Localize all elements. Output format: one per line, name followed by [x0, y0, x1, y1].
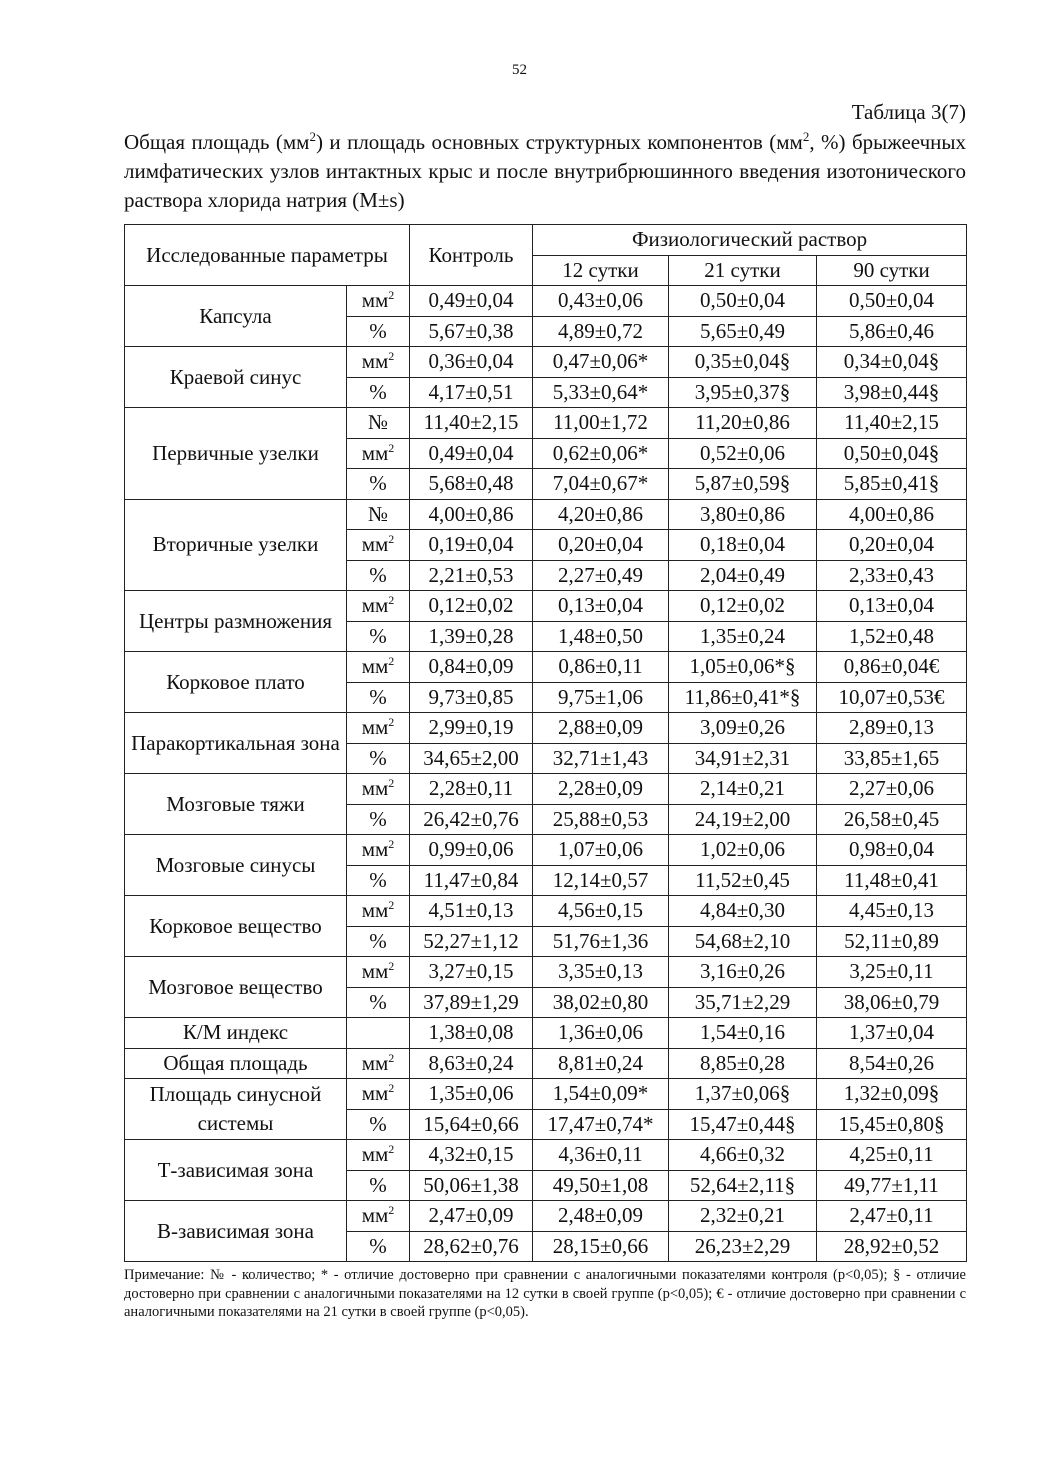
value-cell: 38,06±0,79 [817, 987, 967, 1018]
unit-label: % [369, 471, 387, 496]
table-caption: Таблица 3(7) [851, 100, 966, 124]
value-cell: 52,64±2,11§ [669, 1170, 817, 1201]
unit-label: мм [361, 593, 389, 618]
unit-label: % [369, 806, 387, 831]
value-cell: 25,88±0,53 [533, 804, 669, 835]
value-cell: 26,23±2,29 [669, 1231, 817, 1262]
value-cell: 3,35±0,13 [533, 957, 669, 988]
value-cell: 8,85±0,28 [669, 1048, 817, 1079]
unit-cell [347, 865, 410, 896]
value-cell: 0,18±0,04 [669, 530, 817, 561]
table-row [125, 1201, 967, 1232]
unit-label: мм [361, 898, 389, 923]
value-cell: 35,71±2,29 [669, 987, 817, 1018]
value-cell: 26,58±0,45 [817, 804, 967, 835]
value-cell: 3,09±0,26 [669, 713, 817, 744]
unit-cell [347, 1170, 410, 1201]
value-cell: 3,95±0,37§ [669, 377, 817, 408]
value-cell: 0,99±0,06 [410, 835, 533, 866]
unit-label: мм [361, 837, 389, 862]
value-cell: 2,33±0,43 [817, 560, 967, 591]
value-cell: 2,48±0,09 [533, 1201, 669, 1232]
unit-cell [347, 286, 410, 317]
unit-label: % [369, 623, 387, 648]
unit-label: % [369, 928, 387, 953]
value-cell: 4,89±0,72 [533, 316, 669, 347]
value-cell: 0,19±0,04 [410, 530, 533, 561]
unit-cell [347, 1140, 410, 1171]
table-note: Примечание: № - количество; * - отличие достоверно при сравнении с аналогичными показателями контроля (p<0,05); § - отличие достоверно при сравнении с аналогичными показателями на 12 сутки в своей группе (p<0,05); € - отличие достоверно при сравнении с аналогичными показателями на 21 сутки в своей группе (p<0,05). [124, 1267, 966, 1320]
value-cell: 9,73±0,85 [410, 682, 533, 713]
unit-label: % [369, 1172, 387, 1197]
unit-sup: 2 [388, 440, 395, 455]
unit-label: % [369, 745, 387, 770]
value-cell: 3,16±0,26 [669, 957, 817, 988]
value-cell: 2,14±0,21 [669, 774, 817, 805]
header-control: Контроль [410, 225, 533, 286]
value-cell: 54,68±2,10 [669, 926, 817, 957]
value-cell: 51,76±1,36 [533, 926, 669, 957]
unit-label: мм [361, 1203, 389, 1228]
unit-sup: 2 [388, 1203, 395, 1218]
param-name: Площадь синусной системы [125, 1079, 347, 1140]
value-cell: 2,47±0,09 [410, 1201, 533, 1232]
unit-sup: 2 [388, 715, 395, 730]
value-cell: 1,32±0,09§ [817, 1079, 967, 1110]
value-cell: 1,37±0,06§ [669, 1079, 817, 1110]
unit-cell [347, 987, 410, 1018]
value-cell: 11,20±0,86 [669, 408, 817, 439]
unit-label: % [369, 989, 387, 1014]
unit-sup: 2 [388, 532, 395, 547]
table-row [125, 957, 967, 988]
value-cell: 34,65±2,00 [410, 743, 533, 774]
unit-cell [347, 621, 410, 652]
unit-cell [347, 896, 410, 927]
value-cell: 2,28±0,09 [533, 774, 669, 805]
unit-cell [347, 774, 410, 805]
page-number: 52 [512, 62, 527, 78]
title-sup-1: 2 [309, 129, 316, 144]
unit-label: мм [361, 349, 389, 374]
unit-cell [347, 316, 410, 347]
unit-label: мм [361, 959, 389, 984]
value-cell: 28,92±0,52 [817, 1231, 967, 1262]
unit-label: мм [361, 532, 389, 557]
unit-sup: 2 [388, 288, 395, 303]
value-cell: 49,77±1,11 [817, 1170, 967, 1201]
value-cell: 1,37±0,04 [817, 1018, 967, 1049]
unit-label: мм [361, 288, 389, 313]
value-cell: 0,13±0,04 [817, 591, 967, 622]
value-cell: 2,32±0,21 [669, 1201, 817, 1232]
value-cell: 0,20±0,04 [533, 530, 669, 561]
value-cell: 0,36±0,04 [410, 347, 533, 378]
value-cell: 1,05±0,06*§ [669, 652, 817, 683]
unit-sup: 2 [388, 959, 395, 974]
table-row [125, 1079, 967, 1110]
param-name: Краевой синус [125, 347, 347, 408]
unit-label: № [367, 501, 389, 526]
param-name: Центры размножения [125, 591, 347, 652]
value-cell: 1,38±0,08 [410, 1018, 533, 1049]
unit-sup: 2 [388, 1050, 395, 1065]
param-name: Общая площадь [125, 1048, 347, 1079]
table-row [125, 652, 967, 683]
table-row [125, 499, 967, 530]
unit-sup: 2 [388, 654, 395, 669]
value-cell: 4,36±0,11 [533, 1140, 669, 1171]
value-cell: 0,98±0,04 [817, 835, 967, 866]
table-row [125, 713, 967, 744]
value-cell: 8,81±0,24 [533, 1048, 669, 1079]
param-name: Вторичные узелки [125, 499, 347, 591]
value-cell: 0,62±0,06* [533, 438, 669, 469]
value-cell: 2,04±0,49 [669, 560, 817, 591]
value-cell: 1,02±0,06 [669, 835, 817, 866]
value-cell: 11,40±2,15 [410, 408, 533, 439]
unit-cell [347, 713, 410, 744]
unit-label: % [369, 562, 387, 587]
value-cell: 11,86±0,41*§ [669, 682, 817, 713]
value-cell: 0,84±0,09 [410, 652, 533, 683]
value-cell: 2,47±0,11 [817, 1201, 967, 1232]
value-cell: 17,47±0,74* [533, 1109, 669, 1140]
unit-label: мм [361, 776, 389, 801]
value-cell: 5,87±0,59§ [669, 469, 817, 500]
header-day-21: 21 сутки [669, 255, 817, 286]
unit-cell [347, 469, 410, 500]
value-cell: 0,49±0,04 [410, 286, 533, 317]
value-cell: 11,52±0,45 [669, 865, 817, 896]
value-cell: 2,27±0,06 [817, 774, 967, 805]
value-cell: 50,06±1,38 [410, 1170, 533, 1201]
value-cell: 32,71±1,43 [533, 743, 669, 774]
value-cell: 8,54±0,26 [817, 1048, 967, 1079]
value-cell: 11,47±0,84 [410, 865, 533, 896]
param-name: Корковое плато [125, 652, 347, 713]
param-name: Т-зависимая зона [125, 1140, 347, 1201]
unit-label: % [369, 1233, 387, 1258]
unit-sup: 2 [388, 776, 395, 791]
unit-cell [347, 347, 410, 378]
table-title [124, 128, 966, 215]
unit-cell [347, 530, 410, 561]
value-cell: 4,17±0,51 [410, 377, 533, 408]
value-cell: 4,20±0,86 [533, 499, 669, 530]
value-cell: 12,14±0,57 [533, 865, 669, 896]
value-cell: 0,86±0,04€ [817, 652, 967, 683]
unit-label: мм [361, 715, 389, 740]
value-cell: 24,19±2,00 [669, 804, 817, 835]
data-table [124, 224, 967, 1262]
value-cell: 0,34±0,04§ [817, 347, 967, 378]
title-sup-2: 2 [802, 129, 810, 144]
unit-cell [347, 743, 410, 774]
value-cell: 4,84±0,30 [669, 896, 817, 927]
value-cell: 11,00±1,72 [533, 408, 669, 439]
value-cell: 15,45±0,80§ [817, 1109, 967, 1140]
table-row [125, 896, 967, 927]
value-cell: 2,88±0,09 [533, 713, 669, 744]
value-cell: 0,47±0,06* [533, 347, 669, 378]
value-cell: 3,25±0,11 [817, 957, 967, 988]
value-cell: 1,48±0,50 [533, 621, 669, 652]
value-cell: 52,11±0,89 [817, 926, 967, 957]
unit-label: № [367, 410, 389, 435]
value-cell: 11,48±0,41 [817, 865, 967, 896]
unit-cell [347, 408, 410, 439]
unit-cell [347, 377, 410, 408]
unit-cell [347, 1079, 410, 1110]
value-cell: 3,80±0,86 [669, 499, 817, 530]
value-cell: 1,35±0,24 [669, 621, 817, 652]
unit-sup: 2 [388, 593, 395, 608]
unit-label: мм [361, 1081, 389, 1106]
value-cell: 0,49±0,04 [410, 438, 533, 469]
value-cell: 1,39±0,28 [410, 621, 533, 652]
unit-sup: 2 [388, 1081, 395, 1096]
value-cell: 9,75±1,06 [533, 682, 669, 713]
value-cell: 0,50±0,04 [817, 286, 967, 317]
table-row [125, 1018, 967, 1049]
unit-cell [347, 1048, 410, 1079]
value-cell: 1,54±0,16 [669, 1018, 817, 1049]
param-name: В-зависимая зона [125, 1201, 347, 1262]
unit-label: % [369, 379, 387, 404]
table-row [125, 835, 967, 866]
value-cell: 52,27±1,12 [410, 926, 533, 957]
unit-label: мм [361, 440, 389, 465]
unit-sup: 2 [388, 898, 395, 913]
value-cell: 0,52±0,06 [669, 438, 817, 469]
value-cell: 4,00±0,86 [817, 499, 967, 530]
value-cell: 3,27±0,15 [410, 957, 533, 988]
param-name: Мозговые тяжи [125, 774, 347, 835]
value-cell: 4,56±0,15 [533, 896, 669, 927]
value-cell: 28,15±0,66 [533, 1231, 669, 1262]
table-row [125, 408, 967, 439]
unit-cell [347, 560, 410, 591]
value-cell: 5,85±0,41§ [817, 469, 967, 500]
value-cell: 1,36±0,06 [533, 1018, 669, 1049]
unit-cell [347, 1231, 410, 1262]
value-cell: 4,00±0,86 [410, 499, 533, 530]
value-cell: 0,43±0,06 [533, 286, 669, 317]
table-row [125, 347, 967, 378]
value-cell: 15,47±0,44§ [669, 1109, 817, 1140]
value-cell: 5,68±0,48 [410, 469, 533, 500]
unit-label: % [369, 318, 387, 343]
value-cell: 49,50±1,08 [533, 1170, 669, 1201]
unit-label: % [369, 867, 387, 892]
value-cell: 1,52±0,48 [817, 621, 967, 652]
param-name: Мозговые синусы [125, 835, 347, 896]
unit-label: % [369, 684, 387, 709]
value-cell: 37,89±1,29 [410, 987, 533, 1018]
value-cell: 3,98±0,44§ [817, 377, 967, 408]
unit-label: мм [361, 654, 389, 679]
value-cell: 0,12±0,02 [410, 591, 533, 622]
value-cell: 4,51±0,13 [410, 896, 533, 927]
value-cell: 2,89±0,13 [817, 713, 967, 744]
unit-cell [347, 926, 410, 957]
param-name: Первичные узелки [125, 408, 347, 500]
value-cell: 2,21±0,53 [410, 560, 533, 591]
value-cell: 7,04±0,67* [533, 469, 669, 500]
unit-label: мм [361, 1142, 389, 1167]
value-cell: 5,33±0,64* [533, 377, 669, 408]
value-cell: 5,65±0,49 [669, 316, 817, 347]
value-cell: 2,28±0,11 [410, 774, 533, 805]
unit-cell [347, 591, 410, 622]
header-day-90: 90 сутки [817, 255, 967, 286]
value-cell: 8,63±0,24 [410, 1048, 533, 1079]
unit-label: % [369, 1111, 387, 1136]
header-group: Физиологический раствор [533, 225, 967, 256]
value-cell: 0,86±0,11 [533, 652, 669, 683]
value-cell: 33,85±1,65 [817, 743, 967, 774]
value-cell: 1,35±0,06 [410, 1079, 533, 1110]
param-name: Капсула [125, 286, 347, 347]
unit-cell [347, 804, 410, 835]
table-row [125, 774, 967, 805]
value-cell: 0,12±0,02 [669, 591, 817, 622]
value-cell: 1,07±0,06 [533, 835, 669, 866]
value-cell: 34,91±2,31 [669, 743, 817, 774]
unit-cell [347, 652, 410, 683]
unit-cell [347, 1109, 410, 1140]
value-cell: 26,42±0,76 [410, 804, 533, 835]
param-name: Паракортикальная зона [125, 713, 347, 774]
value-cell: 0,13±0,04 [533, 591, 669, 622]
param-name: К/М индекс [125, 1018, 347, 1049]
table-row [125, 286, 967, 317]
table-row [125, 1140, 967, 1171]
header-params: Исследованные параметры [125, 225, 410, 286]
value-cell: 4,45±0,13 [817, 896, 967, 927]
value-cell: 1,54±0,09* [533, 1079, 669, 1110]
value-cell: 0,35±0,04§ [669, 347, 817, 378]
value-cell: 0,20±0,04 [817, 530, 967, 561]
unit-sup: 2 [388, 349, 395, 364]
header-day-12: 12 сутки [533, 255, 669, 286]
value-cell: 15,64±0,66 [410, 1109, 533, 1140]
unit-cell [347, 835, 410, 866]
unit-sup: 2 [388, 1142, 395, 1157]
value-cell: 11,40±2,15 [817, 408, 967, 439]
unit-cell [347, 1201, 410, 1232]
value-cell: 2,27±0,49 [533, 560, 669, 591]
value-cell: 0,50±0,04§ [817, 438, 967, 469]
unit-cell [347, 682, 410, 713]
unit-label: мм [361, 1050, 389, 1075]
title-part-3: , %) брыжеечных лимфатических узлов интактных крыс и после внутрибрюшинного введения изотонического раствора хлорида натрия (M±s) [124, 130, 967, 212]
unit-sup: 2 [388, 837, 395, 852]
table-row [125, 591, 967, 622]
title-part-2: ) и площадь основных структурных компонентов (мм [315, 130, 803, 154]
unit-cell [347, 438, 410, 469]
value-cell: 0,50±0,04 [669, 286, 817, 317]
value-cell: 5,67±0,38 [410, 316, 533, 347]
value-cell: 5,86±0,46 [817, 316, 967, 347]
param-name: Мозговое вещество [125, 957, 347, 1018]
value-cell: 4,66±0,32 [669, 1140, 817, 1171]
table-body [125, 286, 967, 1262]
value-cell: 4,25±0,11 [817, 1140, 967, 1171]
title-part-1: Общая площадь (мм [124, 130, 310, 154]
unit-cell [347, 1018, 410, 1049]
value-cell: 28,62±0,76 [410, 1231, 533, 1262]
value-cell: 38,02±0,80 [533, 987, 669, 1018]
param-name: Корковое вещество [125, 896, 347, 957]
value-cell: 4,32±0,15 [410, 1140, 533, 1171]
value-cell: 2,99±0,19 [410, 713, 533, 744]
table-row [125, 1048, 967, 1079]
value-cell: 10,07±0,53€ [817, 682, 967, 713]
unit-cell [347, 957, 410, 988]
unit-cell [347, 499, 410, 530]
